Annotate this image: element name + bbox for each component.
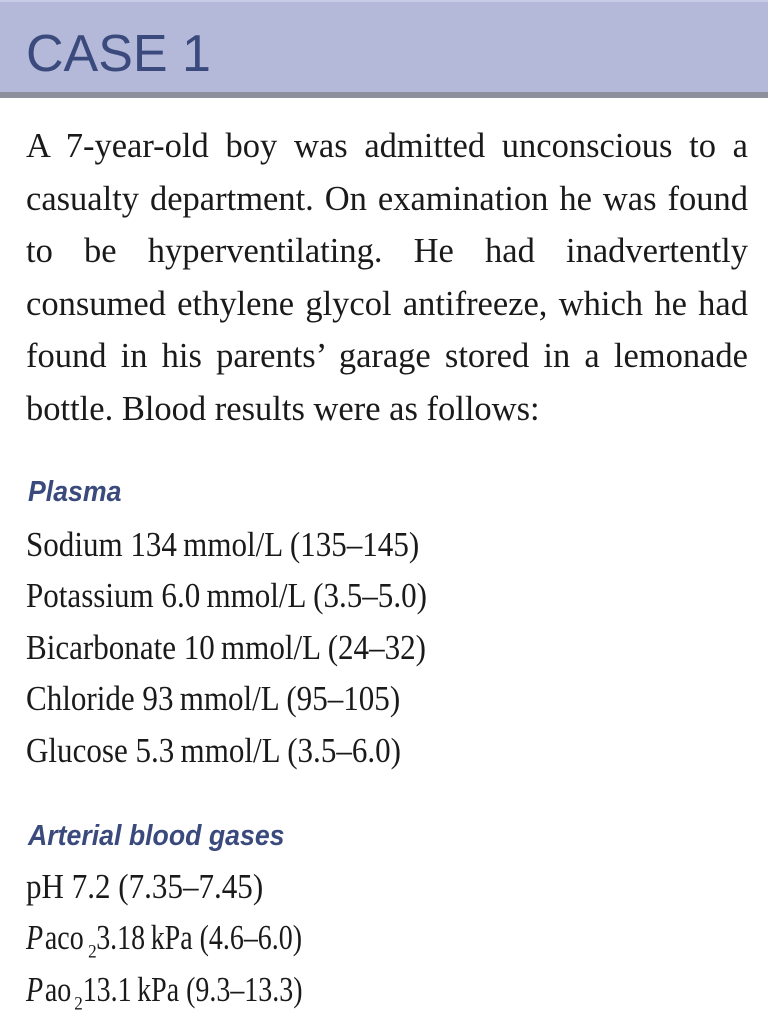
- plasma-result-text: Chloride 93 mmol/L (95–105): [26, 680, 401, 719]
- plasma-result-text: Potassium 6.0 mmol/L (3.5–5.0): [26, 577, 427, 616]
- plasma-result-potassium: [26, 571, 472, 622]
- abg-ph-text: pH 7.2 (7.35–7.45): [26, 868, 264, 906]
- plasma-result-text: Glucose 5.3 mmol/L (3.5–6.0): [26, 731, 402, 770]
- case-header: [0, 0, 768, 96]
- abg-result-ph: [26, 862, 361, 913]
- abg-result-paco2: [26, 913, 361, 964]
- header-divider: [0, 92, 768, 98]
- plasma-result-bicarbonate: [26, 623, 472, 674]
- paco2-name: aco: [44, 919, 84, 958]
- plasma-result-text: Sodium 134 mmol/L (135–145): [26, 526, 420, 564]
- case-title: CASE 1: [26, 25, 211, 83]
- plasma-result-sodium: [26, 520, 472, 571]
- paco2-subscript: 2: [88, 941, 97, 963]
- case-description: A 7-year-old boy was admitted unconscious to a casualty department. On examination he was found to be hyperventilating. He had inadvertently consumed ethylene glycol antifreeze, which he had found in his parents’ garage stored in a lemonade bottle. Blood results were as follows:: [26, 127, 748, 428]
- abg-paco2-text: [26, 913, 325, 964]
- pao2-subscript: 2: [74, 993, 83, 1015]
- plasma-result-text: Bicarbonate 10 mmol/L (24–32): [26, 628, 427, 667]
- paco2-italic-p: P: [26, 919, 44, 958]
- pao2-name: ao: [44, 970, 72, 1009]
- abg-result-pao2: [26, 965, 361, 1016]
- plasma-heading: Plasma: [28, 476, 122, 508]
- paco2-value: 3.18 kPa (4.6–6.0): [96, 919, 303, 958]
- plasma-result-glucose: [26, 726, 472, 777]
- pao2-italic-p: P: [26, 970, 44, 1009]
- abg-results: [26, 862, 361, 1016]
- abg-heading: Arterial blood gases: [28, 820, 285, 852]
- plasma-result-chloride: [26, 674, 472, 725]
- pao2-value: 13.1 kPa (9.3–13.3): [82, 970, 303, 1009]
- abg-pao2-text: [26, 965, 327, 1016]
- plasma-results: [26, 520, 472, 777]
